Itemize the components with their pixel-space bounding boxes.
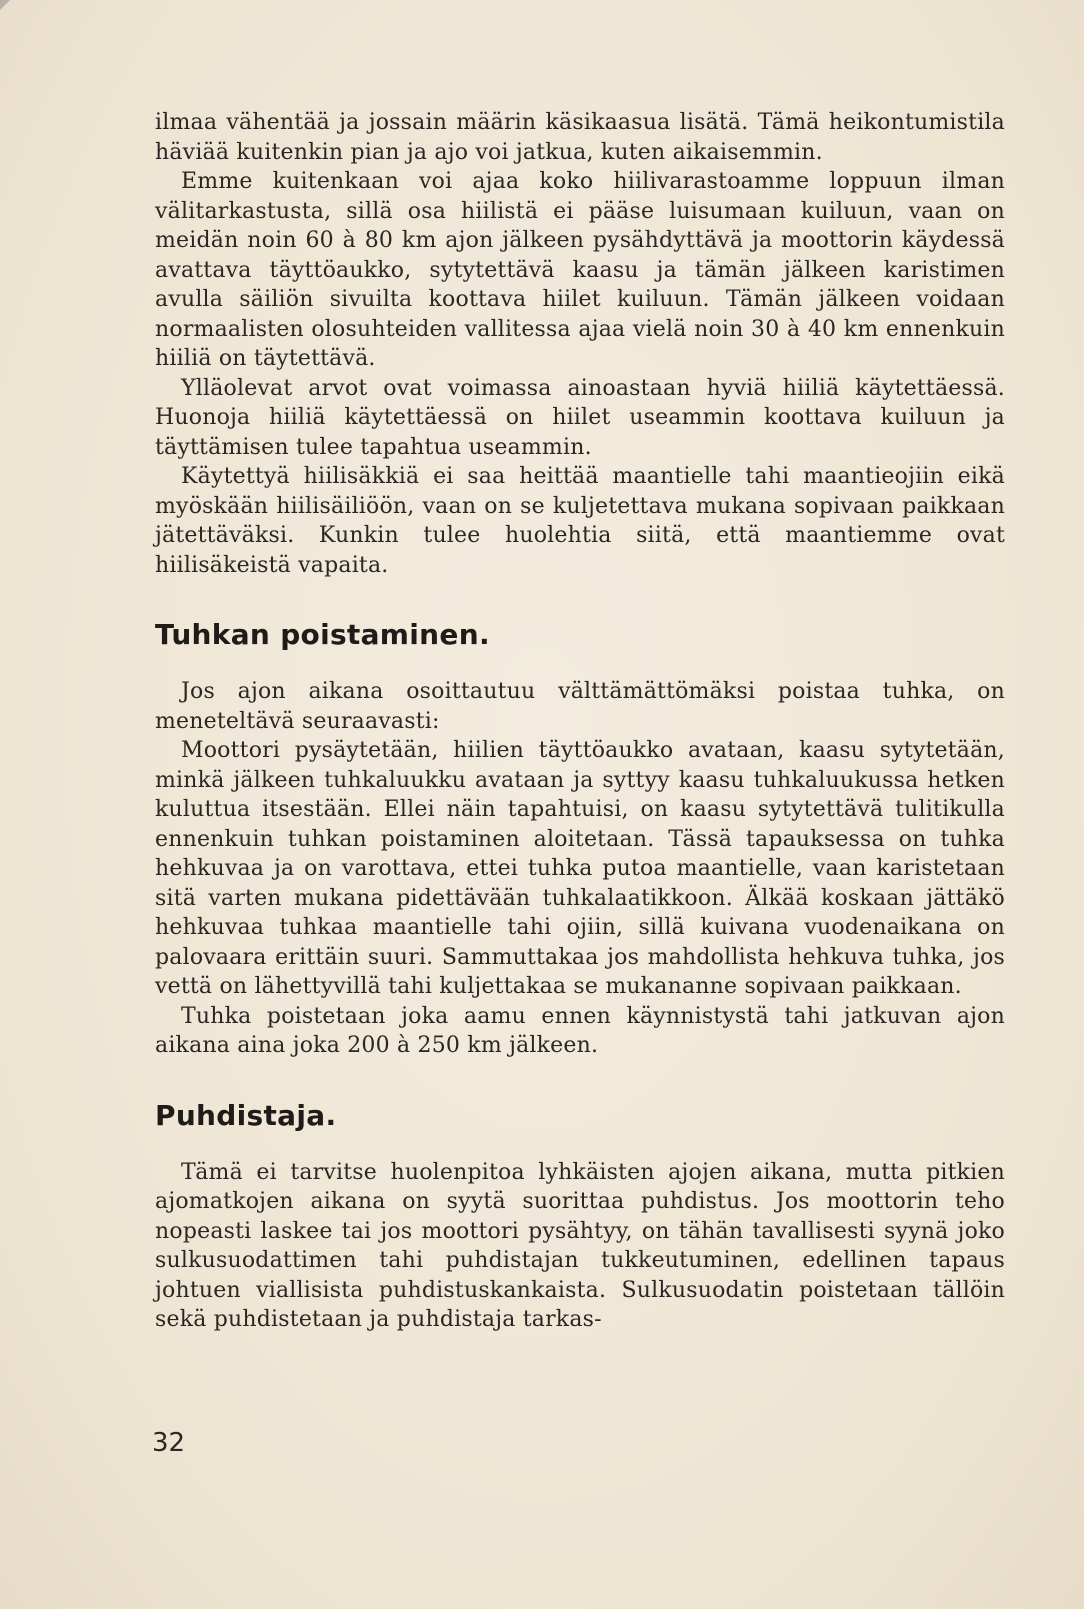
section-heading: Tuhkan poistaminen. (155, 618, 490, 651)
page-number: 32 (152, 1428, 186, 1458)
paragraph: Tämä ei tarvitse huolenpitoa lyhkäisten ajojen aikana, mutta pitkien ajomatkojen aikana on syytä suorittaa puhdistus. Jos moottorin teho nopeasti laskee tai jos moottori pysähtyy, on tähän tavallisesti syynä joko sulkusuodattimen tahi puhdistajan tukkeutuminen, edellinen tapaus johtuen viallisista puhdistuskankaista. Sulkusuodatin poistetaan tällöin sekä puhdistetaan ja puhdistaja tarkas- (155, 1159, 1005, 1332)
paragraph: Käytettyä hiilisäkkiä ei saa heittää maantielle tahi maantieojiin eikä myöskään hiilisäiliöön, vaan on se kuljetettava mukana sopivaan paikkaan jätettäväksi. Kunkin tulee huolehtia siitä, että maantiemme ovat hiilisäkeistä vapaita. (155, 464, 1005, 578)
section-heading: Puhdistaja. (155, 1098, 337, 1132)
paragraph: Emme kuitenkaan voi ajaa koko hiilivarastoamme loppuun ilman välitarkastusta, sillä osa hiilistä ei pääse luisumaan kuiluun, vaan on meidän noin 60 à 80 km ajon jälkeen pysähdyttävä ja moottorin käydessä avattava täyttöaukko, sytytettävä kaasu ja tämän jälkeen karistimen avulla säiliön sivuilta koottava hiilet kuiluun. Tämän jälkeen voidaan normaalisten olosuhteiden vallitessa ajaa vielä noin 30 à 40 km ennenkuin hiiliä on täytettävä. (155, 169, 1005, 371)
section-hiilet (155, 108, 1005, 580)
paragraph: Tuhka poistetaan joka aamu ennen käynnistystä tahi jatkuvan ajon aikana aina joka 200 à 250 km jälkeen. (155, 1003, 1005, 1058)
page-content (155, 108, 1005, 1335)
paragraph: Ylläolevat arvot ovat voimassa ainoastaan hyviä hiiliä käytettäessä. Huonoja hiiliä käytettäessä on hiilet useammin koottava kuiluun ja täyttämisen tulee tapahtua useammin. (155, 375, 1005, 460)
paragraph: Jos ajon aikana osoittautuu välttämättömäksi poistaa tuhka, on meneteltävä seuraavasti: (155, 679, 1005, 734)
paragraph: ilmaa vähentää ja jossain määrin käsikaasua lisätä. Tämä heikontumistila häviää kuitenkin pian ja ajo voi jatkua, kuten aikaisemmin. (155, 110, 1005, 165)
paragraph: Moottori pysäytetään, hiilien täyttöaukko avataan, kaasu sytytetään, minkä jälkeen tuhkaluukku avataan ja syttyy kaasu tuhkaluukussa hetken kuluttua itsestään. Ellei näin tapahtuisi, on kaasu sytytettävä tulitikulla ennenkuin tuhkan poistaminen aloitetaan. Tässä tapauksessa on tuhka hehkuvaa ja on varottava, ettei tuhka putoa maantielle, vaan karistetaan sitä varten mukana pidettävään tuhkalaatikkoon. Älkää koskaan jättäkö hehkuvaa tuhkaa maantielle tahi ojiin, sillä kuivana vuodenaikana on palovaara erittäin suuri. Sammuttakaa jos mahdollista hehkuva tuhka, jos vettä on lähettyvillä tahi kuljettakaa se mukananne sopivaan paikkaan. (155, 738, 1005, 999)
section-tuhkan-poistaminen (155, 618, 1005, 1061)
page-corner-mark (0, 0, 10, 10)
section-puhdistaja (155, 1099, 1005, 1335)
